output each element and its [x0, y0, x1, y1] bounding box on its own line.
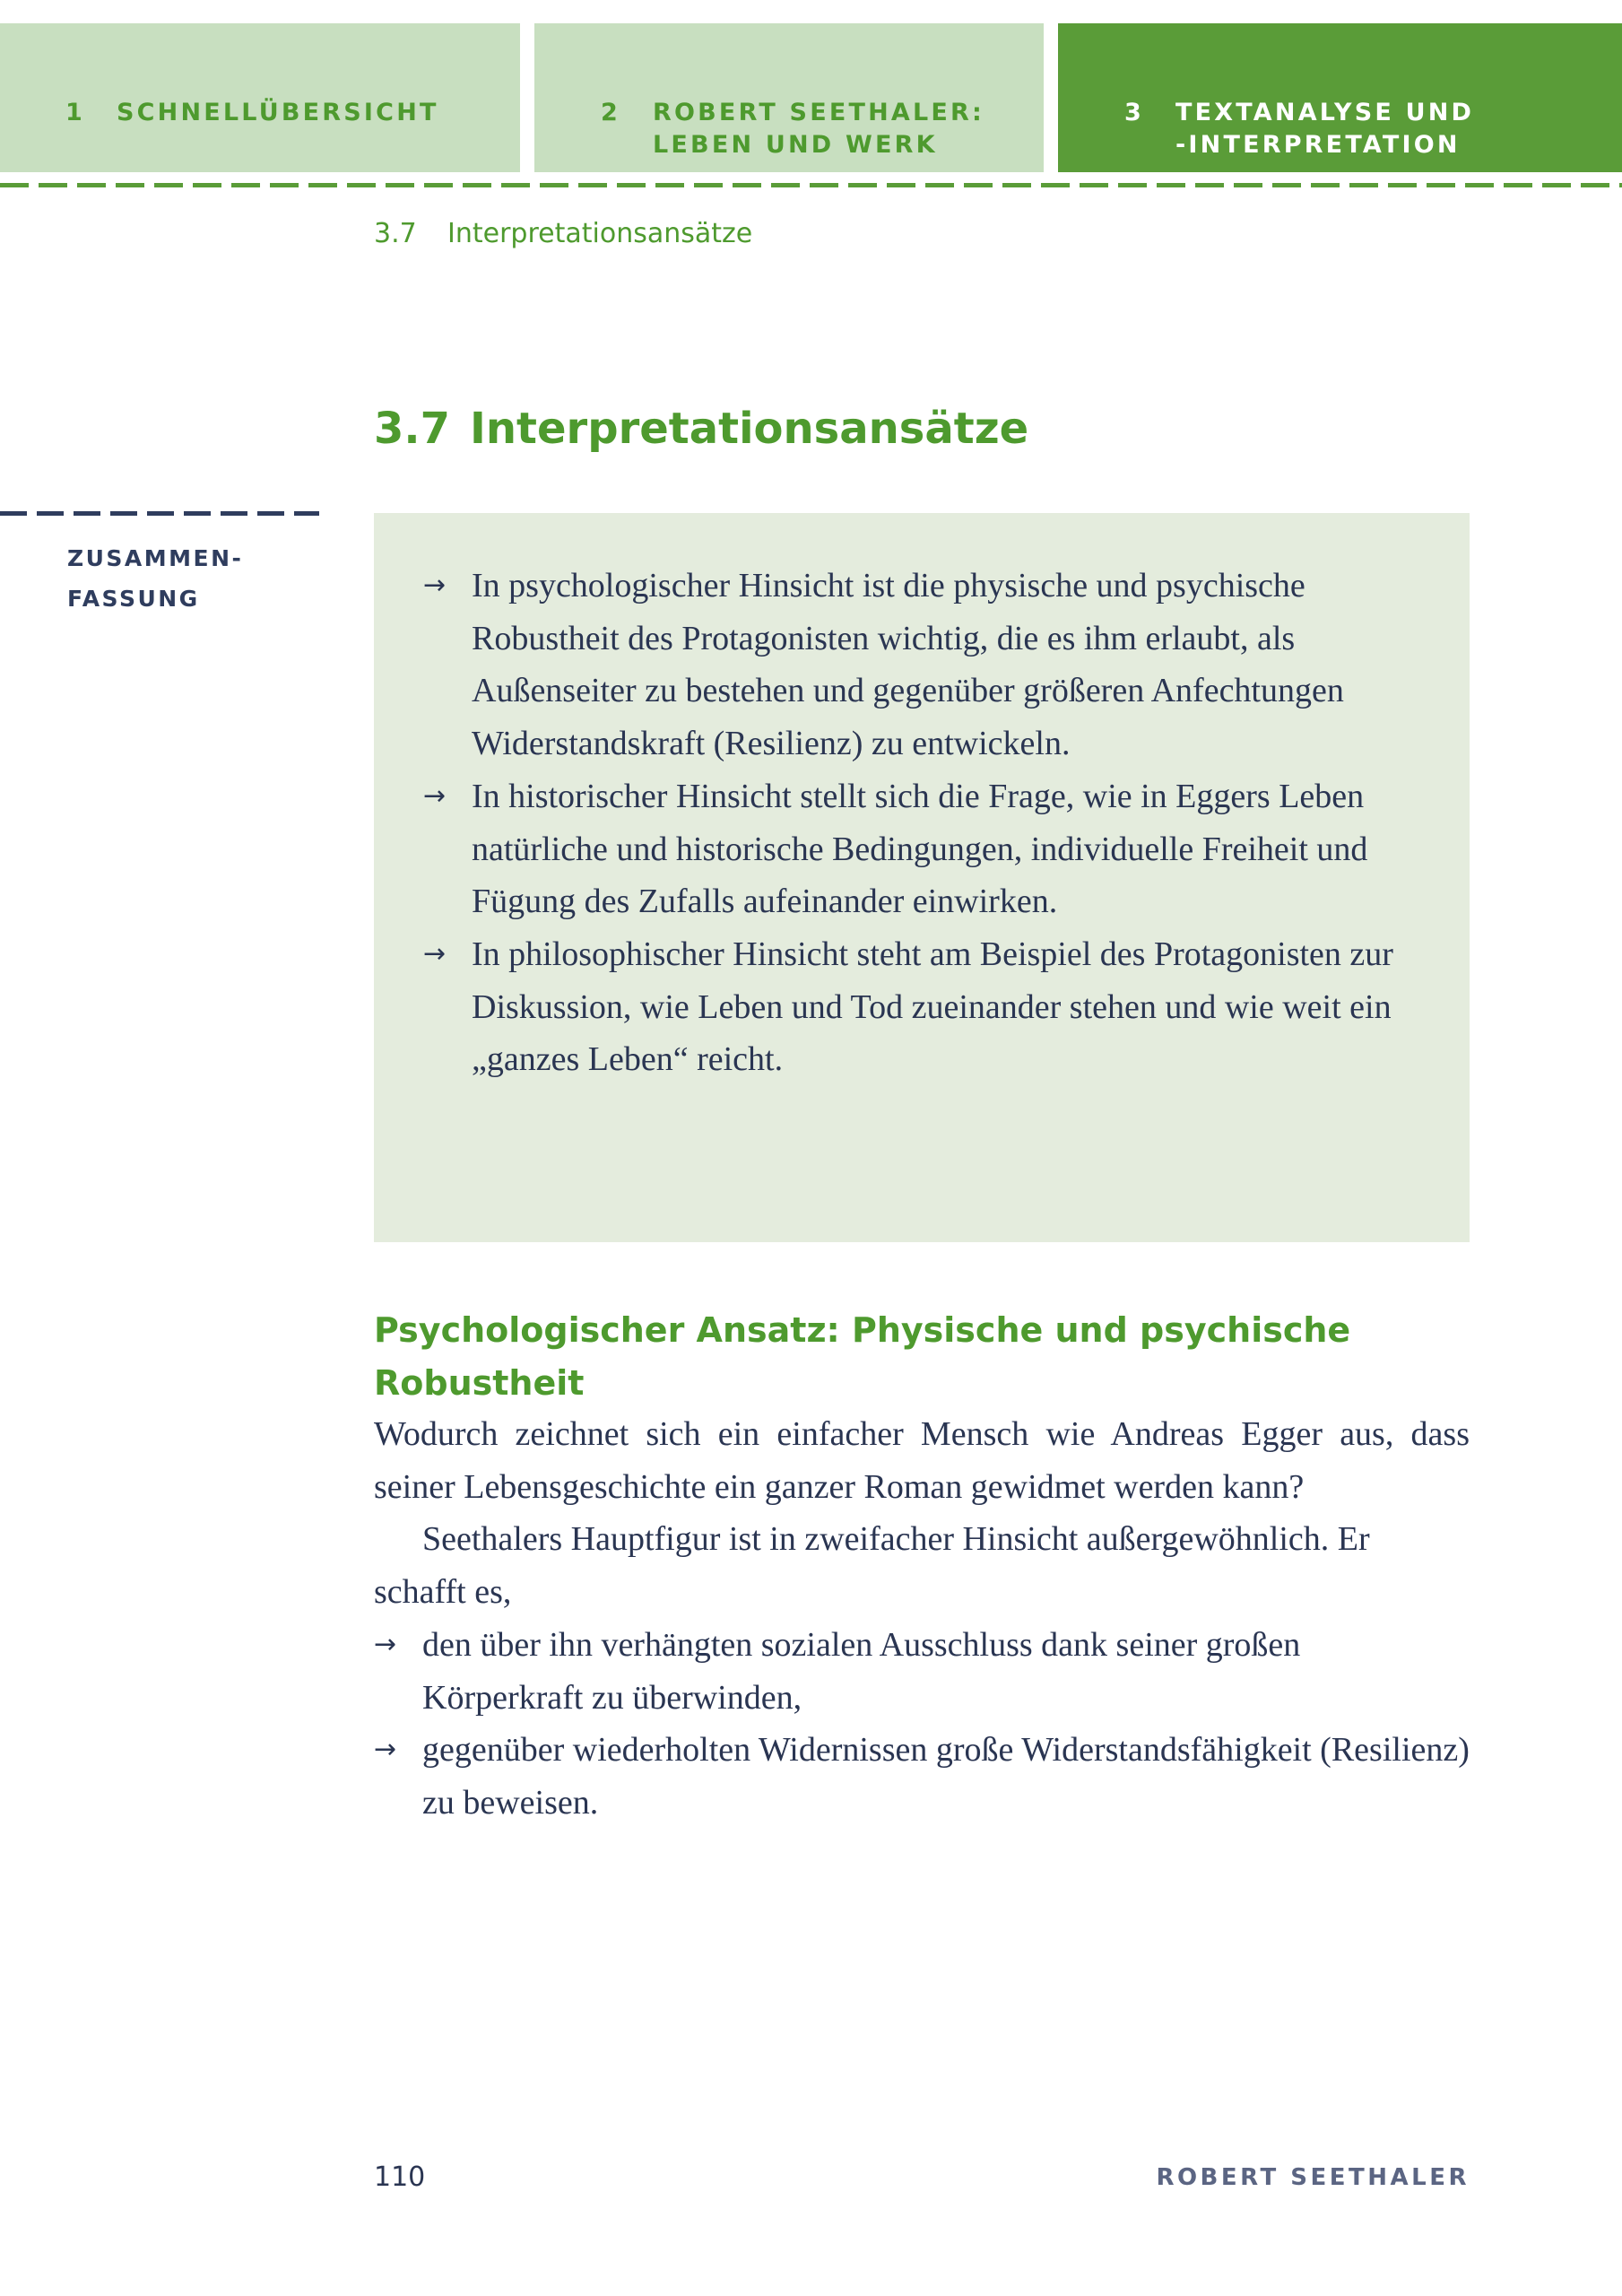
tab-number: 1: [65, 99, 85, 126]
summary-item: [423, 928, 1445, 1086]
paragraph: Wodurch zeichnet sich ein einfacher Mensch wie Andreas Egger aus, dass seiner Lebensgeschichte ein ganzer Roman gewidmet werden kann?: [374, 1415, 1470, 1506]
summary-item-text: In historischer Hinsicht stellt sich die Frage, wie in Eggers Leben natürliche und historische Bedingungen, individuelle Freiheit und Fügung des Zufalls aufeinander einwirken.: [472, 777, 1368, 921]
page-number: 110: [374, 2161, 426, 2193]
arrow-right-icon: →: [423, 779, 447, 812]
body-list: [374, 1619, 1470, 1830]
arrow-right-icon: →: [374, 1628, 397, 1660]
tab-label: ROBERT SEETHALER: LEBEN UND WERK: [653, 99, 985, 159]
list-item: [374, 1619, 1470, 1724]
summary-item-text: In philosophischer Hinsicht steht am Beispiel des Protagonisten zur Diskussion, wie Leben und Tod zueinander stehen und wie weit ein „ganzes Leben“ reicht.: [472, 935, 1393, 1079]
section-number: 3.7: [374, 404, 451, 454]
tab-label: SCHNELLÜBERSICHT: [117, 99, 439, 126]
running-head-title: Interpretationsansätze: [447, 218, 753, 249]
list-item-text: gegenüber wiederholten Widernissen große Widerstandsfähigkeit (Resilienz) zu beweisen.: [422, 1731, 1470, 1822]
tab-number: 2: [601, 99, 620, 126]
summary-item-text: In psychologischer Hinsicht ist die physische und psychische Robustheit des Protagonisten wichtig, die es ihm erlaubt, als Außenseiter zu bestehen und gegenüber größeren Anfechtungen Widerstandskraft (Resilienz) zu entwickeln.: [472, 567, 1344, 763]
summary-box: [374, 513, 1470, 1242]
tab-textanalyse-active[interactable]: [1058, 23, 1622, 172]
summary-item: [423, 560, 1445, 770]
summary-item: [423, 770, 1445, 928]
margin-label-summary: ZUSAMMEN- FASSUNG: [67, 545, 244, 612]
tab-label: TEXTANALYSE UND -INTERPRETATION: [1175, 99, 1475, 159]
list-item-text: den über ihn verhängten sozialen Ausschluss dank seiner großen Körperkraft zu überwinden,: [422, 1625, 1301, 1717]
running-head-number: 3.7: [374, 218, 417, 249]
tab-leben-und-werk[interactable]: [534, 23, 1044, 172]
summary-list: [423, 560, 1445, 1086]
margin-divider: [0, 511, 319, 516]
arrow-right-icon: →: [423, 570, 447, 601]
subheading: Psychologischer Ansatz: Physische und psychische Robustheit: [374, 1310, 1351, 1403]
tab-number: 3: [1124, 99, 1144, 126]
tab-schnelluebersicht[interactable]: [0, 23, 520, 172]
header-divider: [0, 183, 1622, 187]
section-title-text: Interpretationsansätze: [470, 404, 1029, 454]
arrow-right-icon: →: [423, 937, 447, 970]
body-text: [374, 1408, 1470, 1830]
footer-author: ROBERT SEETHALER: [1156, 2164, 1470, 2191]
running-head: [374, 218, 752, 249]
paragraph: Seethalers Hauptfigur ist in zweifacher Hinsicht außergewöhnlich. Er schafft es,: [374, 1520, 1370, 1612]
arrow-right-icon: →: [374, 1734, 397, 1766]
list-item: [374, 1724, 1470, 1829]
section-title: [374, 404, 1028, 454]
